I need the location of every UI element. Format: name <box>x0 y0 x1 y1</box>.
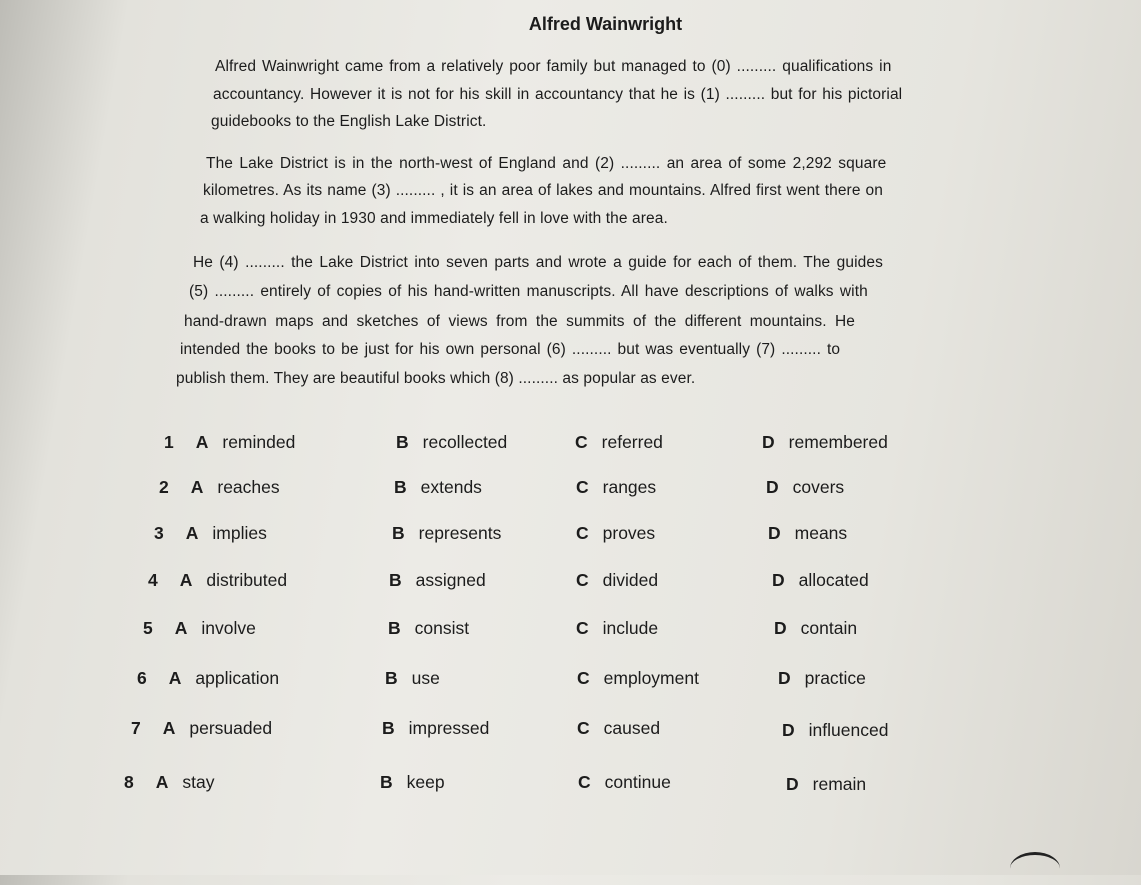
paragraph-1-line-2: accountancy. However it is not for his skill in accountancy that he is (1) ......... but for his pictorial <box>213 86 903 103</box>
question-6-option-a[interactable] <box>137 668 279 689</box>
option-text: impressed <box>408 718 490 738</box>
option-letter: C <box>575 432 588 452</box>
question-number: 4 <box>148 570 158 590</box>
question-number: 8 <box>124 772 134 792</box>
question-number: 2 <box>159 477 169 497</box>
option-letter: B <box>396 432 409 452</box>
page-title: Alfred Wainwright <box>528 14 683 34</box>
option-letter: D <box>782 720 795 740</box>
option-letter: D <box>786 774 799 794</box>
option-text: influenced <box>808 720 889 740</box>
option-text: continue <box>604 772 671 792</box>
question-5-option-b[interactable] <box>388 618 469 639</box>
question-number: 3 <box>154 523 164 543</box>
option-letter: A <box>190 477 204 497</box>
option-text: persuaded <box>189 718 273 738</box>
option-letter: B <box>382 718 395 738</box>
option-text: divided <box>602 570 659 590</box>
paragraph-3-line-2: (5) ......... entirely of copies of his hand-written manuscripts. All have descriptions of walks with <box>189 283 868 300</box>
question-number: 7 <box>131 718 141 738</box>
option-text: involve <box>201 618 256 638</box>
option-text: remain <box>812 774 867 794</box>
option-letter: C <box>576 570 589 590</box>
option-text: assigned <box>415 570 486 590</box>
question-4-option-b[interactable] <box>389 570 486 591</box>
question-6-option-d[interactable] <box>778 668 866 689</box>
paragraph-3-line-3: hand-drawn maps and sketches of views from the summits of the different mountains. He <box>184 313 856 330</box>
question-5-option-c[interactable] <box>576 618 658 639</box>
option-text: covers <box>792 477 845 497</box>
question-1-option-a[interactable] <box>164 432 295 453</box>
option-letter: D <box>778 668 791 688</box>
question-8-option-d[interactable] <box>786 774 866 795</box>
option-letter: C <box>577 668 590 688</box>
option-text: reminded <box>222 432 296 452</box>
question-2-option-c[interactable] <box>576 477 656 498</box>
option-letter: D <box>762 432 775 452</box>
question-4-option-a[interactable] <box>148 570 287 591</box>
option-text: remembered <box>788 432 888 452</box>
question-2-option-b[interactable] <box>394 477 482 498</box>
option-letter: D <box>768 523 781 543</box>
option-letter: B <box>392 523 405 543</box>
option-letter: A <box>168 668 182 688</box>
option-letter: A <box>179 570 193 590</box>
option-letter: C <box>577 718 590 738</box>
question-8-option-c[interactable] <box>578 772 671 793</box>
paragraph-1-line-3: guidebooks to the English Lake District. <box>211 113 487 130</box>
option-text: implies <box>212 523 267 543</box>
question-2-option-a[interactable] <box>159 477 280 498</box>
question-5-option-a[interactable] <box>143 618 256 639</box>
paragraph-3-line-1: He (4) ......... the Lake District into seven parts and wrote a guide for each of them. The guides <box>193 254 883 271</box>
option-text: recollected <box>422 432 508 452</box>
pen-mark <box>1010 852 1060 885</box>
option-text: practice <box>804 668 866 688</box>
question-8-option-b[interactable] <box>380 772 445 793</box>
option-letter: D <box>766 477 779 497</box>
paragraph-3-line-4: intended the books to be just for his own personal (6) ......... but was eventually (7) ......... to <box>180 341 841 358</box>
option-text: ranges <box>602 477 657 497</box>
paragraph-2-line-2: kilometres. As its name (3) ......... , it is an area of lakes and mountains. Alfred first went there on <box>203 182 883 199</box>
question-7-option-d[interactable] <box>782 720 888 741</box>
question-3-option-b[interactable] <box>392 523 501 544</box>
question-7-option-a[interactable] <box>131 718 272 739</box>
option-text: use <box>411 668 440 688</box>
option-letter: A <box>195 432 209 452</box>
question-3-option-d[interactable] <box>768 523 847 544</box>
option-text: allocated <box>798 570 869 590</box>
question-5-option-d[interactable] <box>774 618 857 639</box>
option-letter: D <box>774 618 787 638</box>
option-letter: B <box>394 477 407 497</box>
option-letter: C <box>578 772 591 792</box>
option-letter: A <box>185 523 199 543</box>
option-text: keep <box>406 772 445 792</box>
question-number: 6 <box>137 668 147 688</box>
paragraph-3-line-5: publish them. They are beautiful books which (8) ......... as popular as ever. <box>176 370 696 387</box>
option-letter: B <box>380 772 393 792</box>
question-4-option-c[interactable] <box>576 570 658 591</box>
option-letter: A <box>174 618 188 638</box>
option-text: extends <box>420 477 482 497</box>
option-text: application <box>195 668 280 688</box>
option-text: contain <box>800 618 858 638</box>
question-6-option-c[interactable] <box>577 668 699 689</box>
option-text: caused <box>603 718 661 738</box>
question-6-option-b[interactable] <box>385 668 440 689</box>
paragraph-2-line-1: The Lake District is in the north-west of England and (2) ......... an area of some 2,292 square <box>206 155 887 172</box>
option-letter: B <box>388 618 401 638</box>
option-letter: D <box>772 570 785 590</box>
option-letter: C <box>576 477 589 497</box>
option-text: means <box>794 523 848 543</box>
question-1-option-d[interactable] <box>762 432 888 453</box>
option-text: include <box>602 618 659 638</box>
option-letter: C <box>576 618 589 638</box>
question-7-option-b[interactable] <box>382 718 489 739</box>
question-number: 1 <box>164 432 174 452</box>
option-text: reaches <box>217 477 280 497</box>
question-7-option-c[interactable] <box>577 718 660 739</box>
option-letter: A <box>155 772 169 792</box>
question-4-option-d[interactable] <box>772 570 869 591</box>
option-text: represents <box>418 523 502 543</box>
paragraph-2-line-3: a walking holiday in 1930 and immediately fell in love with the area. <box>200 210 668 227</box>
option-letter: B <box>385 668 398 688</box>
question-1-option-b[interactable] <box>396 432 507 453</box>
option-letter: B <box>389 570 402 590</box>
question-3-option-a[interactable] <box>154 523 267 544</box>
question-number: 5 <box>143 618 153 638</box>
question-3-option-c[interactable] <box>576 523 655 544</box>
option-text: referred <box>601 432 663 452</box>
option-text: consist <box>414 618 470 638</box>
question-1-option-c[interactable] <box>575 432 663 453</box>
option-letter: A <box>162 718 176 738</box>
option-text: employment <box>603 668 699 688</box>
option-text: distributed <box>206 570 288 590</box>
option-text: proves <box>602 523 656 543</box>
question-8-option-a[interactable] <box>124 772 214 793</box>
paragraph-1-line-1: Alfred Wainwright came from a relatively poor family but managed to (0) ......... qualifications in <box>215 58 892 75</box>
option-text: stay <box>182 772 215 792</box>
question-2-option-d[interactable] <box>766 477 844 498</box>
option-letter: C <box>576 523 589 543</box>
